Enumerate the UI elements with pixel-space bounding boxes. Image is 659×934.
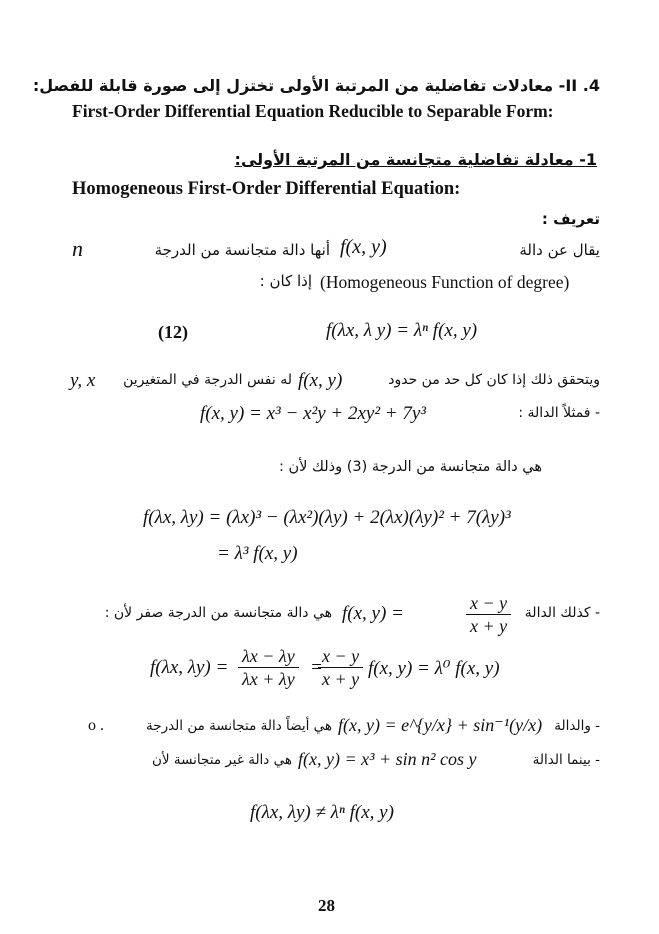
definition-fxy: f(x, y)	[340, 236, 387, 258]
para2-text: هي دالة متجانسة من الدرجة (3) وذلك لأن :	[278, 459, 542, 475]
calc2-equals: =	[310, 657, 323, 678]
equation-12: f(λx, λ y) = λⁿ f(x, y)	[326, 320, 478, 341]
calc2-numerator-1: λx − λy	[238, 645, 299, 668]
definition-text-1b: أنها دالة متجانسة من الدرجة	[154, 241, 330, 259]
example2-denominator: x + y	[470, 616, 508, 636]
example2-label: - كذلك الدالة	[524, 605, 600, 621]
calc2-fraction-1	[238, 645, 299, 690]
calc1-line2: = λ³ f(x, y)	[217, 543, 298, 564]
calc2-denominator-1: λx + λy	[242, 669, 295, 689]
example3-label: - والدالة	[554, 718, 600, 734]
calc2-rhs: f(x, y) = λ⁰ f(x, y)	[368, 658, 500, 679]
calc1-line1: f(λx, λy) = (λx)³ − (λx²)(λy) + 2(λx)(λy)² + 7(λy)³	[143, 507, 511, 528]
calc2-fraction-2	[318, 645, 363, 690]
example4-formula: f(x, y) = x³ + sin n² cos y	[298, 749, 477, 769]
para1-fxy: f(x, y)	[298, 370, 343, 391]
example2-lhs: f(x, y) =	[342, 603, 404, 624]
calc2-lhs: f(λx, λy) =	[150, 657, 229, 678]
definition-text-1: يقال عن دالة	[519, 241, 600, 259]
final-formula: f(λx, λy) ≠ λⁿ f(x, y)	[250, 802, 394, 823]
section-title-ar: II .4- معادلات تفاضلية من المرتبة الأولى تختزل إلى صورة قابلة للفصل:	[32, 76, 600, 95]
definition-label: تعريف :	[541, 210, 600, 228]
page-number: 28	[318, 896, 335, 915]
example1-formula: f(x, y) = x³ − x²y + 2xy² + 7y³	[200, 403, 426, 424]
example4-tail: هي دالة غير متجانسة لأن	[151, 752, 292, 768]
subsection-title-en: Homogeneous First-Order Differential Equation:	[72, 179, 461, 199]
equation-number: (12)	[158, 322, 188, 342]
example3-degree: o .	[88, 717, 104, 734]
subsection-title-ar: 1- معادلة تفاضلية متجانسة من المرتبة الأولى:	[234, 150, 597, 169]
para1-text-2: له نفس الدرجة في المتغيرين	[123, 372, 292, 388]
definition-text-2-ar: إذا كان :	[259, 272, 312, 290]
calc2-numerator-2: x − y	[318, 645, 363, 668]
example3-tail: هي أيضاً دالة متجانسة من الدرجة	[145, 718, 332, 734]
section-title-en: First-Order Differential Equation Reducible to Separable Form:	[72, 101, 554, 121]
definition-text-2-en: (Homogeneous Function of degree)	[320, 272, 570, 292]
example1-label: - فمثلاً الدالة :	[518, 405, 600, 421]
definition-n: n	[72, 236, 83, 261]
para1-vars: y, x	[70, 370, 96, 391]
calc2-denominator-2: x + y	[322, 669, 360, 689]
para1-text: ويتحقق ذلك إذا كان كل حد من حدود	[388, 372, 600, 388]
example2-numerator: x − y	[466, 592, 511, 615]
example3-formula: f(x, y) = e^{y/x} + sin⁻¹(y/x)	[338, 715, 543, 735]
example4-label: - بينما الدالة	[532, 752, 600, 768]
example2-fraction	[466, 592, 511, 637]
example2-tail: هي دالة متجانسة من الدرجة صفر لأن :	[104, 605, 332, 621]
